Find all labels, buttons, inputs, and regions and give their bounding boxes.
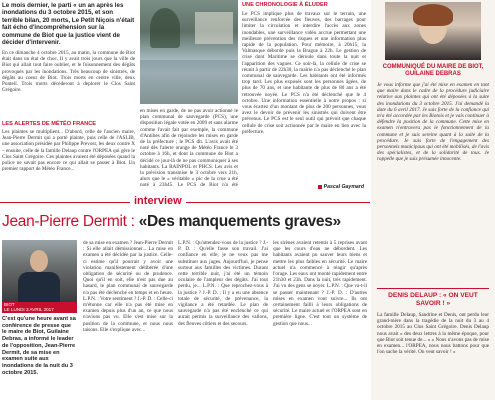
- dermit-face-shape: [30, 250, 48, 272]
- headline-quote: «Des manquements graves»: [138, 213, 341, 230]
- mayor-portrait: [385, 2, 481, 60]
- interview-intro: C'est qu'une heure avant sa conférence de presse que le maire de Biot, Guilaine Debras, a informé le leader de l'opposition, Jean-Pierre Dermit, de sa mise en examen suite aux inondations de la nuit du 3 octobre 2015.: [2, 316, 76, 376]
- interview-col-3: les sirènes avaient retentis à 5 reprises avant que les cours d'eau ne débordent. Les habitants avaient pu sauver leurs biens et mettre les plus faibles en sécurité. Le maire actuel n'a commencé à réagir qu'après l'orage. Les eaux ont monté rapidement entre 21h30 et 23h. Dans la nuit, très rapidement. J'ai vu des gens se noyer. L.P.N. : Que va-t-il se passer maintenant ? J.-P. D. : D'autres mises en examen vont suivre... Ils ont certainement failli à leurs obligations de sécurité. Le maire actuel et l'ORPEA sont en première ligne. C'est tout un système de gestion que nous...: [273, 240, 367, 327]
- middle-column-body: en mises en garde, de ne pas avoir actionné le plan communal de sauvegarde (PCS), une disposition légale votée en 2009 et sans alarme comme l'avait fait par exemple, la commune d'Antibes afin de rejoindre les mises en garde de la préfecture ; le PCS dit. L'avis avait été noté dès l'alerte orange de Météo France le 3 octobre à 16h, et dont la commune de Biot a décidé ce jour-là de ne pas communiquer à ses habitants. La RAINPOL et PHCS. Les avis et la prévision transmise le 3 octobre vers 21h, alors que le « véritable » pic de la crue a été noté à 23h45. Le PCS de Biot n'a été: [140, 108, 238, 188]
- portrait-hair-shape: [413, 4, 453, 26]
- byline-square-icon: [318, 185, 322, 189]
- byline-text: Pascal Gaymard: [323, 184, 364, 190]
- interview-col-1: de sa mise en examen ? Jean-Pierre Dermit : Si elle allait démissionner... La mise en examen a été décidée par la justice. Celle-ci estime qu'il pourrait y avoir une violation manifestement délibérée d'une obligation de sécurité ou de prudence. Quoi qu'il en soit, elle n'est pas due au hasard, le plan communal de sauvegarde n'a pas été déclenché en temps et en heure. L.P.N. : Votre sentiment ? J.-P. D. : Celle-ci m'étonne car elle n'a pas été mise en examen depuis plus d'un an, ce que nous n'avions pas vu. Elle s'est mise sur la position de la commune, et nous nous taisons. Elle s'explique avec...: [83, 240, 173, 333]
- sidebar-title: COMMUNIQUÉ DU MAIRE DE BIOT, GUILAINE DEBRAS: [382, 64, 484, 77]
- article-body-1: En ce dimanche 4 octobre 2015, au matin, la commune de Biot était dans un état de choc. Il y avait trois jours que la ville de Biot qui allait tout faire oublier, et le foisonnement des dégâts provoqués par les inondations. Très beaucoup de sinistrés, de dégâts au coeur de Biot. Trois morts en centre ville, deux Ponteil. Trois morts décéderont à deplorer le Clos Saint Grégoire.: [2, 50, 135, 94]
- interview-kicker: interview: [130, 195, 186, 207]
- dermit-photo: [2, 240, 77, 302]
- caption-date: LE LUNDI 3 AVRIL 2017: [4, 307, 54, 313]
- interview-col-2: L.P.N. : Qu'attendez-vous de la justice ? J.-P. D. : Qu'elle fasse son travail. J'ai confiance en elle, je ne veux pas me substituer aux juges. Aujourd'hui, je pense surtout aux familles des victimes. Durant cette terrible nuit, j'ai été un témoin oculaire de l'ampleur des dégâts. J'ai tout perdu, je... L.P.N. : Que reprochez-vous à la justice ? J.-P. D. : Il y a eu une absence totale de sécurité, de prévenance, la vigilance a été retardée. Le plan de sauvegarde n'a pas été enclenché ce qui aurait permis la surveillance des vallons, des fleuves côtiers et des secours.: [178, 240, 268, 327]
- article-body-2: Les plaintes se multiplient... D'abord, celle de l'ancien maire, Jean-Pierre Dermit qui a porté plainte, puis celle de l'ASLIB, une association présidée par Philippe Prevost, les deux contre X – ensuite, celle de la famille Delaup contre l'ORPEA qui gère le Clos Saint Grégoire. Ces plaintes avaient été déposées quand la police ne savait pas encore ce qui allait se passer à Biot. Un premier rapport de Météo France...: [2, 129, 135, 173]
- photo-caption: [2, 302, 77, 313]
- chronology-box: [242, 2, 366, 190]
- chronology-body: Le PCS implique plus de travaux sur le terrain, une surveillance renforcée des fleuves, des barrages pour limiter la circulation et interdire l'accès aux zones inondables, une surveillance vidéo accrue permettant une meilleure prévention des risques et une information plus rapide de la population. Pour mémoire, à 20h15, la Valmasque déborde puis la Brague à 22h. Le gestion de crise dont Maritime se déroule dans toute la nuit et l'apparition des vagues. Ce soir-là, la cellule de crise se réunit à partir de 22h30, la mairie n'a pas déclenché le plan communal de sauvegarde. Les habitants ont été informés trop tard. Les plus exposés sont les personnes âgées, de plus de 70 ans, et une habitante de plus de 80 ans a été retrouvée noyée. Le PCS n'a été déclenché que le 4 octobre. Une information essentielle à notre propos : si vous écartez d'un montant de plus de 200 personnes, vous avez le devoir de prévenir les sinistrés qui doivent être prévenus. Le PCS est le seul outil qui prévoit que chaque cellule de crise soit actionnée par le maire en lien avec la préfecture.: [242, 11, 366, 135]
- byline: [318, 184, 364, 190]
- dermit-body-shape: [18, 272, 60, 302]
- interview-headline: [2, 213, 370, 231]
- photo-water-shape: [140, 60, 238, 104]
- right-sidebar: [371, 0, 495, 400]
- top-left-article: [2, 2, 135, 198]
- delaup-title: DENIS DELAUP : « ON VEUT SAVOIR ! »: [388, 292, 478, 307]
- article-lede: Le mois dernier, le parti « un an après les inondations du 3 octobre 2015, et son terrible bilan, 20 morts, Le Petit Niçois n'était fait écho d'incompréhension sur la commune de Biot que la justice vient de décider d'intervenir.: [2, 2, 135, 45]
- delaup-divider: [377, 288, 489, 289]
- flood-photo: [140, 0, 238, 104]
- sidebar-body: Je vous informe que j'ai été mise en examen en tant que maire dans le cadre de la procédure judiciaire relative aux plaintes qui ont été déposées à la suite des inondations du 3 octobre 2015. J'ai demandé la date du 6 avril 2017. Je suis forte de la confiance qui m'a été accordée par les Biotois et je vais continuer à défendre la position de la commune. Cette mise en examen n'entravera pas le fonctionnement de la commune et je suis sereine quant à la suite de la procédure. Je suis forte de l'engagement des personnels municipaux qui ont été mobilisés, de l'avis des spécialistes, et de la solidarité de tous. Je rappelle que je suis présumée innocente.: [377, 82, 489, 163]
- caption-place: BIOT: [4, 302, 15, 307]
- chronology-heading: UNE CHRONOLOGIE À ÉLUDER: [242, 2, 328, 8]
- headline-name: Jean-Pierre Dermit :: [2, 213, 135, 230]
- photo-palm-shape: [150, 8, 180, 48]
- photo-building-shape: [195, 12, 233, 44]
- subhead-meteo: LES ALERTES DE MÉTÉO FRANCE: [2, 121, 96, 127]
- delaup-body: La famille Delaup, Sandrine et Denis, ont perdu leur grand-mère dans la tragédie de la nuit du 3 au 4 octobre 2015 au Clos Saint Grégoire. Denis Delaup nous avait « des deux lettres à la même époque, pour que Biot soit tenue de... » « Nous n'avons pas de mise en examen... l'ORPEA, nous nous battons pour que l'on sache la vérité. On veut savoir ! »: [377, 312, 489, 356]
